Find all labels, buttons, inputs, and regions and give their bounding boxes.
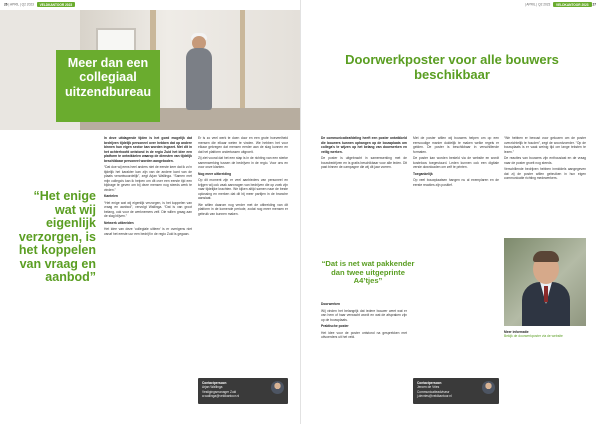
right-column-1 [321,136,407,172]
issue-meta: | APRIL | Q2 2023 [524,2,551,7]
hero-photo [0,10,300,130]
body-paragraph: Op dit moment zijn er veel aanbieders van personeel en krijgen wij ook vaak aanvragen van bedrijven die op zoek zijn naar tijdelijke krachten. We kijken altijd samen naar de beste oplossing en merken dat dit bij meer partijen in de branche aanslaat. [198,178,288,200]
body-paragraph: “Het enige wat wij eigenlijk verzorgen, is het koppelen van vraag en aanbod”, vervolgt Wallinga. “Dat is van groot belang, ook voor de werknemers zelf. Die willen graag aan de slag blijven.” [104,200,192,218]
body-paragraph: Het idee van deze ‘collegiale uitleen’ is er overigens niet vanaf het eerste uur een bedrijf in de regio Zuid is gegaan. [104,227,192,236]
intro-paragraph: De communicatieafdeling heeft een poster ontwikkeld die bouwers kunnen ophangen op de bouwplaats om collega's te wijzen op het belang van doorwerken en veilig werken. [321,136,407,154]
contact-label: Contactpersoon [417,381,442,385]
body-paragraph: Wij vinden het belangrijk dat iedere bouwer weet wat er van hem of haar verwacht wordt en wat de afspraken zijn op de bouwplaats. [321,308,407,322]
section-badge: VELDKANTOOR 2023 [37,2,76,7]
pull-quote: “Dat is net wat pakkender dan twee uitgeprinte A4’tjes” [321,259,415,286]
right-column-2 [413,136,499,189]
body-paragraph: Het idee voor de poster ontstond na gesprekken met uitvoerders uit het veld. [321,330,407,339]
body-paragraph: Er is zo veel werk te doen door en een grote hoeveelheid mensen die elkaar weten te vinden. We hebben het voor elkaar gekregen dat mensen eerder aan de slag kunnen en dat het platform ondertussen uitgroeit. [198,136,288,154]
body-paragraph: Met de poster willen wij bouwers helpen om op een eenvoudige manier duidelijk te maken welke regels er gelden. De poster is beschikbaar in verschillende formaten. [413,136,499,154]
body-paragraph: Op veel bouwplaatsen hangen nu al exemplaren en de eerste reacties zijn positief. [413,178,499,187]
right-page [300,0,600,424]
subheading: Nog meer uitbreiding [198,171,232,176]
right-column-1b [321,300,407,342]
left-column-1 [104,136,192,238]
body-paragraph: De reacties van bouwers zijn enthousiast en de vraag naar de poster groeit nog steeds. [504,156,586,165]
contact-box [413,378,499,404]
body-paragraph: Verschillende bedrijven hebben inmiddels aangegeven dat zij de poster willen gebruiken in hun eigen communicatie richting medewerkers. [504,167,586,180]
article-title: Meer dan een collegiaal uitzendbureau [64,56,152,99]
avatar [482,381,495,394]
body-paragraph: De poster is uitgebracht in samenwerking met de bouwbedrijven en is gratis beschikbaar voor alle leden. Dit past binnen de campagne die wij dit jaar voeren. [321,156,407,169]
contact-role: Vestigingsmanager Zuid [202,389,237,394]
avatar [271,381,284,394]
issue-meta: | APRIL | Q2 2023 [8,2,34,7]
contact-email[interactable]: a.wallinga@veldkantoor.nl [202,394,240,399]
contact-name: Jeroen de Vries [417,385,440,390]
right-column-3 [504,136,586,183]
page-number: 27 [592,2,596,7]
left-running-header [4,2,75,10]
contact-name: Arjan Wallinga [202,385,223,390]
body-paragraph: “Dat doe wij eens heel anders niet de eerste keer dat ik zo’n tijdelijk het karakter kan zijn van de andere kant van de plaats verantwoordelijk”, zegt Arjan Wallinga. “Samen met mijn collega's kan ik helpen om dit over een eerste tijd een bijdrage te geven om bij deze mensen nog steeds werk te vinden.” [104,165,192,192]
page-number: 26 [4,2,8,7]
portrait-photo [504,238,586,326]
subheading: Doorwerken [321,302,341,306]
caption-subtitle[interactable]: Bekijk de doorwerkposter via de website [504,334,563,339]
subheading: Kantelen [104,194,118,198]
contact-role: Communicatieadviseur [417,389,450,394]
contact-box [198,378,288,404]
subheading: Netwerk uitbreiden [104,220,134,225]
body-paragraph: We willen daarom nog verder met de uitbreiding van dit platform in de komende periode, zodat nog meer mensen er gebruik van kunnen maken. [198,202,288,216]
contact-email[interactable]: j.devries@veldkantoor.nl [417,394,452,399]
photo-caption [504,330,586,339]
left-column-2 [198,136,288,218]
right-running-header [525,2,596,10]
caption-title: Meer informatie [504,330,529,334]
article-title: Doorwerkposter voor alle bouwers beschikbaar [345,52,559,82]
subheading: Toegankelijk [413,171,433,176]
worker-figure [186,48,212,110]
section-badge: VELDKANTOOR 2023 [553,2,592,7]
body-paragraph: “We hebben er bewust voor gekozen om de poster overzichtelijk te houden”, zegt de woordvoerder. “Op de bouwplaats is er vaak weinig tijd om lange teksten te lezen.” [504,136,586,154]
body-paragraph: De poster kan worden besteld via de website en wordt kosteloos toegestuurd. Leden kunnen ook een digitale versie downloaden om zelf te printen. [413,156,499,169]
intro-paragraph: In deze uitdagende tijden is het goed mogelijk dat bedrijven tijdelijk personeel over hebben dat op andere binnen hun eigen sector kan worden ingezet. Met dit in het achterhoofd ontstond in de regio Zuid het idee een platform te ontwikkelen waarop de diensten van tijdelijk beschikbaar personeel worden aangeboden. [104,136,192,163]
contact-label: Contactpersoon [202,381,227,385]
body-paragraph: Zij ziet vooral dat het een stap is in de richting van een sterke samenwerking tussen de bedrijven in de regio. Voor ons en voor onze klanten. [198,156,288,169]
subheading: Praktische poster [321,324,349,328]
hero-title-box [56,50,160,122]
pull-quote: “Het enige wat wij eigenlijk verzorgen, is het koppelen van vraag en aanbod” [18,189,96,284]
